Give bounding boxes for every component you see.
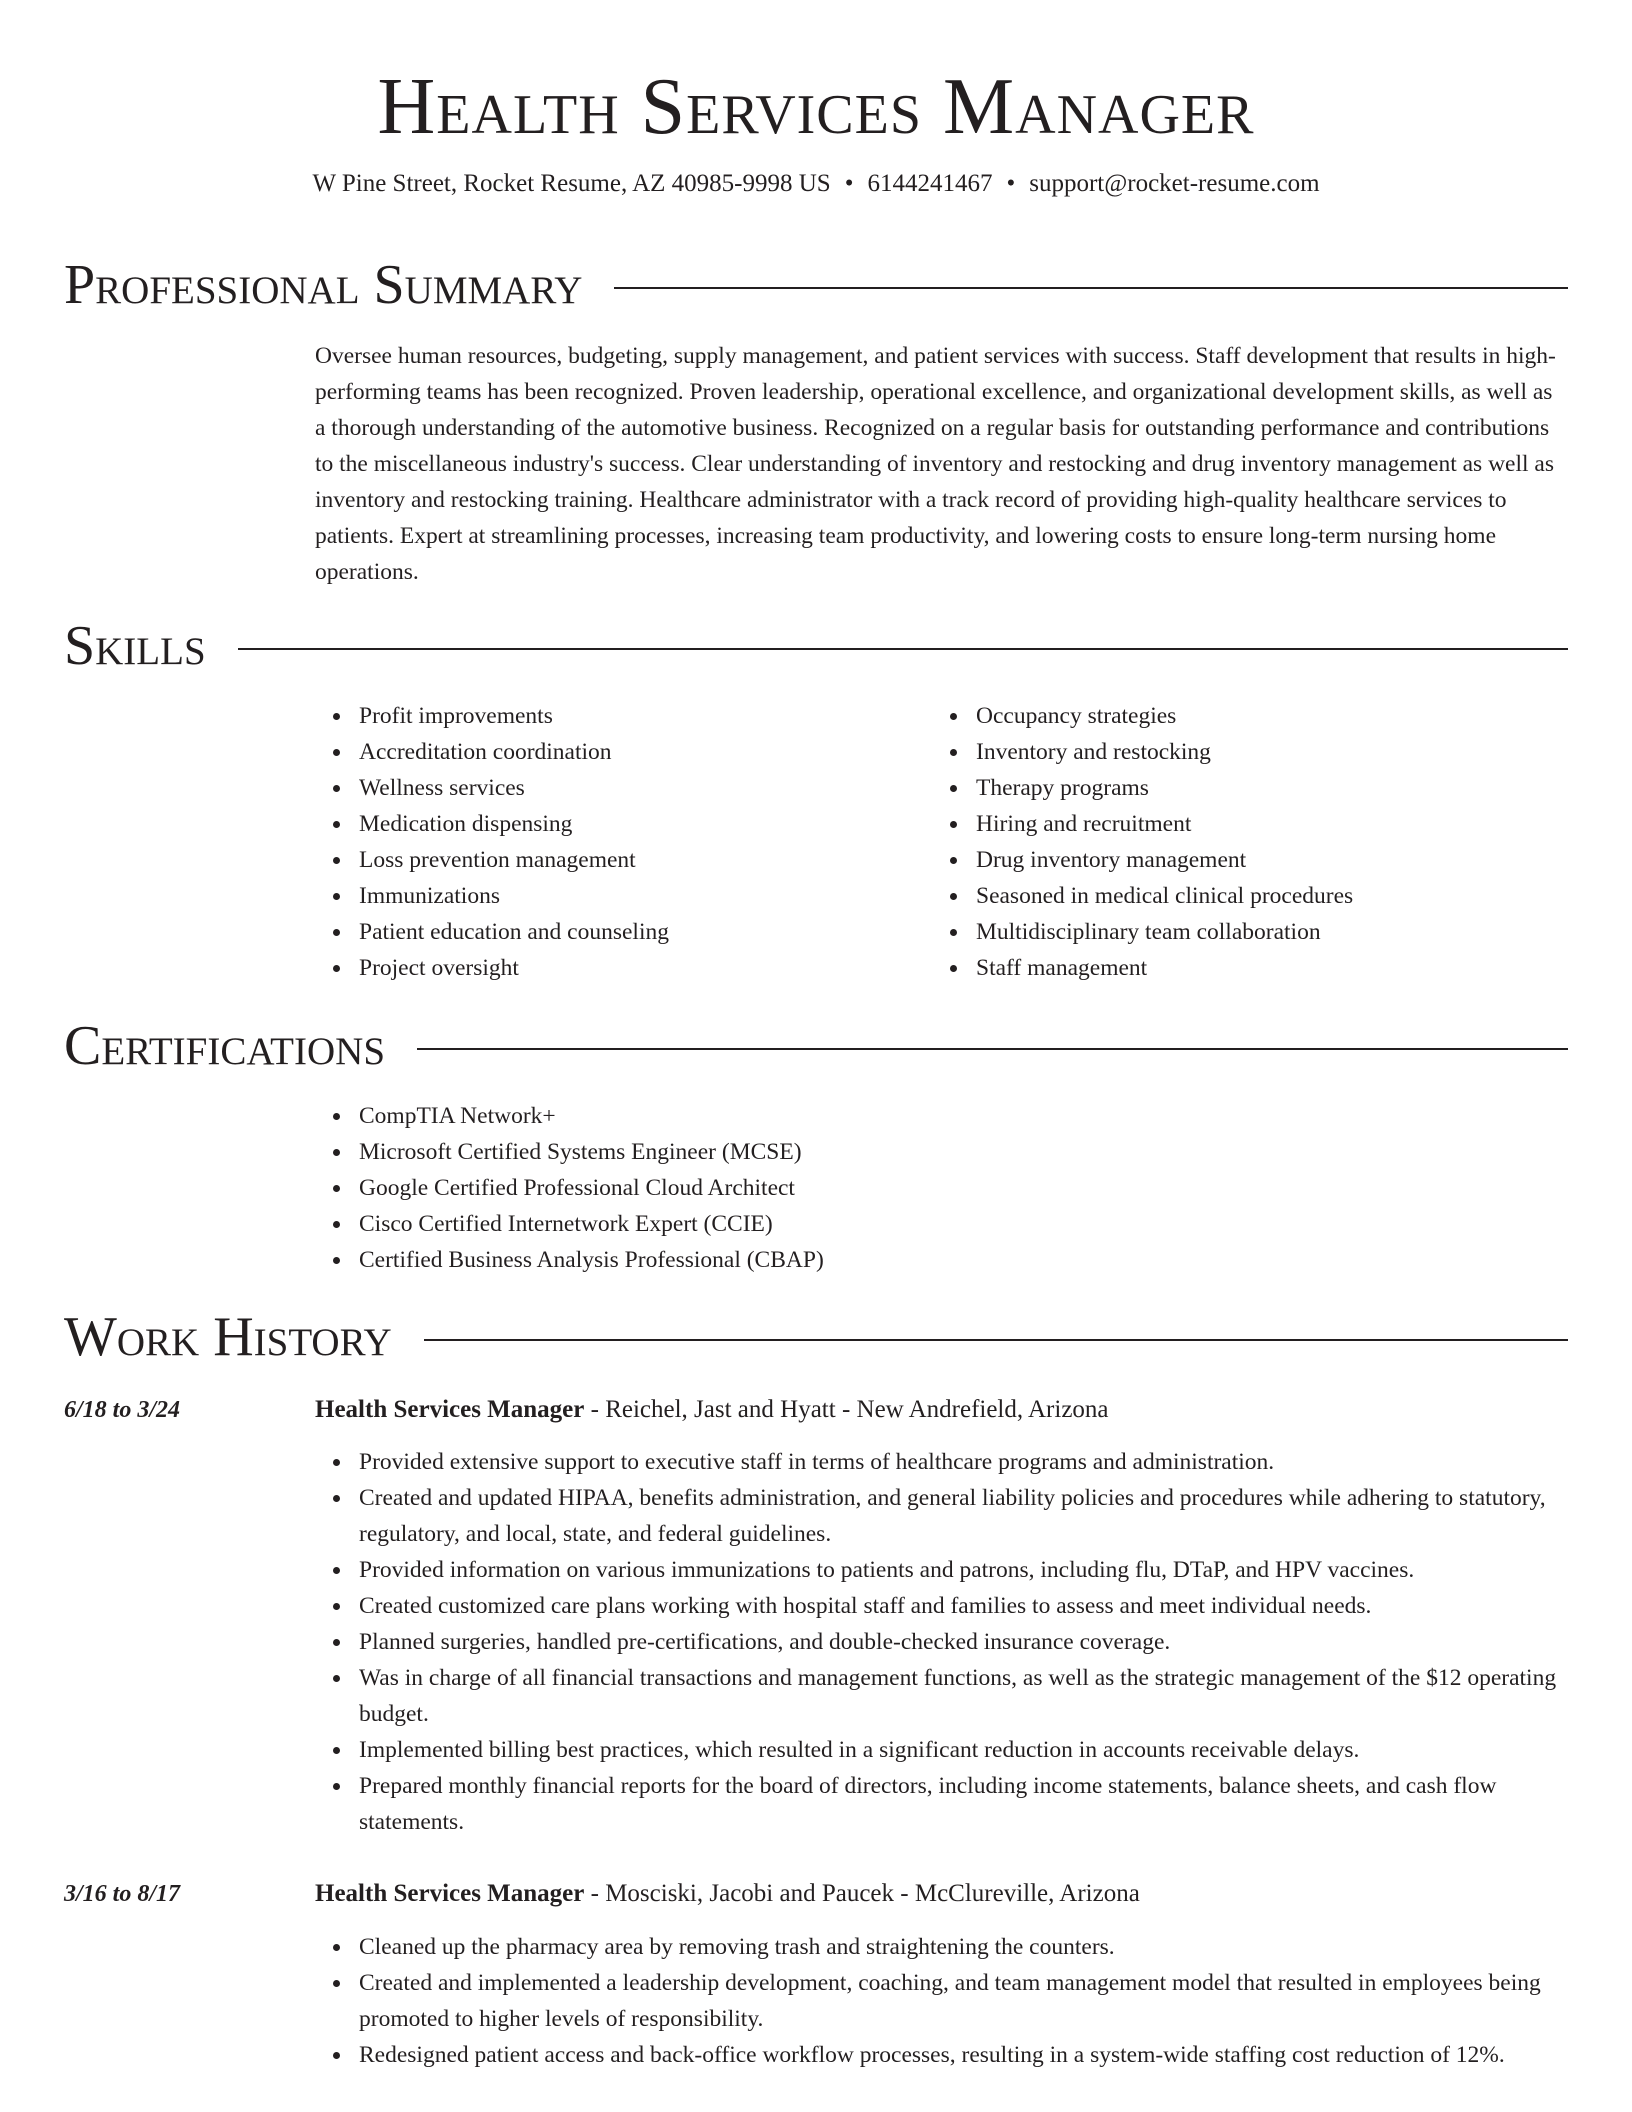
job-bullet: Planned surgeries, handled pre-certifications, and double-checked insurance coverage. [359, 1624, 1568, 1660]
skills-list-right [932, 698, 1549, 986]
skill-item: Loss prevention management [359, 842, 932, 878]
summary-section-header [64, 255, 1568, 315]
skill-item: Accreditation coordination [359, 734, 932, 770]
job-bullets [315, 1929, 1568, 2073]
resume-name: Health Services Manager [377, 63, 1255, 151]
job-bullet: Provided information on various immunizations to patients and patrons, including flu, DTaP, and HPV vaccines. [359, 1552, 1568, 1588]
section-divider [417, 1048, 1568, 1050]
summary-content [315, 338, 1568, 590]
section-divider [238, 648, 1568, 650]
skill-item: Occupancy strategies [976, 698, 1549, 734]
skills-column-left [315, 698, 932, 986]
contact-separator: • [844, 170, 854, 197]
job-title: Health Services Manager [315, 1396, 585, 1423]
section-title-certifications: Certifications [64, 1015, 386, 1077]
skill-item: Therapy programs [976, 770, 1549, 806]
skill-item: Staff management [976, 950, 1549, 986]
job-heading [315, 1392, 1568, 1428]
skill-item: Seasoned in medical clinical procedures [976, 878, 1549, 914]
work-history-section-header [64, 1307, 1568, 1367]
job-title: Health Services Manager [315, 1880, 585, 1907]
job-heading [315, 1876, 1568, 1912]
skills-content [315, 698, 1568, 986]
skill-item: Patient education and counseling [359, 914, 932, 950]
skill-item: Multidisciplinary team collaboration [976, 914, 1549, 950]
job-bullet: Created customized care plans working with hospital staff and families to assess and meet individual needs. [359, 1588, 1568, 1624]
section-title-skills: Skills [64, 615, 206, 677]
skills-list-left [315, 698, 932, 986]
job-employer: - Mosciski, Jacobi and Paucek - McClureville, Arizona [584, 1880, 1140, 1907]
job-bullet: Provided extensive support to executive staff in terms of healthcare programs and administration. [359, 1444, 1568, 1480]
certification-item: Cisco Certified Internetwork Expert (CCIE) [359, 1206, 1568, 1242]
job-bullet: Created and updated HIPAA, benefits administration, and general liability policies and procedures while adhering to statutory, regulatory, and local, state, and federal guidelines. [359, 1480, 1568, 1552]
skill-item: Hiring and recruitment [976, 806, 1549, 842]
job-bullet: Redesigned patient access and back-office workflow processes, resulting in a system-wide staffing cost reduction of 12%. [359, 2037, 1568, 2073]
certification-item: Certified Business Analysis Professional (CBAP) [359, 1242, 1568, 1278]
certification-item: Google Certified Professional Cloud Architect [359, 1170, 1568, 1206]
job-bullets [315, 1444, 1568, 1840]
contact-line [0, 168, 1632, 200]
section-divider [424, 1339, 1568, 1341]
job-bullet: Was in charge of all financial transactions and management functions, as well as the strategic management of the $12 operating budget. [359, 1660, 1568, 1732]
job-bullet-list [315, 1444, 1568, 1840]
certification-item: Microsoft Certified Systems Engineer (MCSE) [359, 1134, 1568, 1170]
skills-grid [315, 698, 1568, 986]
certifications-section-header [64, 1016, 1568, 1076]
job-bullet: Cleaned up the pharmacy area by removing trash and straightening the counters. [359, 1929, 1568, 1965]
skill-item: Medication dispensing [359, 806, 932, 842]
job-dates: 3/16 to 8/17 [64, 1881, 181, 1907]
contact-email[interactable]: support@rocket-resume.com [1029, 170, 1320, 197]
certifications-content [315, 1098, 1568, 1278]
job-dates: 6/18 to 3/24 [64, 1397, 181, 1423]
job-bullet-list [315, 1929, 1568, 2073]
job-bullet: Prepared monthly financial reports for the board of directors, including income statements, balance sheets, and cash flow statements. [359, 1768, 1568, 1840]
certifications-list [315, 1098, 1568, 1278]
section-title-work-history: Work History [64, 1306, 392, 1368]
skills-column-right [932, 698, 1549, 986]
skill-item: Immunizations [359, 878, 932, 914]
job-bullet: Implemented billing best practices, which resulted in a significant reduction in accounts receivable delays. [359, 1732, 1568, 1768]
skill-item: Project oversight [359, 950, 932, 986]
contact-separator: • [1006, 170, 1016, 197]
contact-phone: 6144241467 [867, 170, 993, 197]
contact-address: W Pine Street, Rocket Resume, AZ 40985-9998 US [312, 170, 831, 197]
skill-item: Wellness services [359, 770, 932, 806]
job-bullet: Created and implemented a leadership development, coaching, and team management model that resulted in employees being promoted to higher levels of responsibility. [359, 1965, 1568, 2037]
section-title-summary: Professional Summary [64, 254, 583, 316]
certification-item: CompTIA Network+ [359, 1098, 1568, 1134]
section-divider [614, 287, 1568, 289]
skill-item: Inventory and restocking [976, 734, 1549, 770]
skills-section-header [64, 616, 1568, 676]
job-employer: - Reichel, Jast and Hyatt - New Andrefield, Arizona [584, 1396, 1109, 1423]
skill-item: Profit improvements [359, 698, 932, 734]
summary-text: Oversee human resources, budgeting, supply management, and patient services with success. Staff development that results in high-performing teams has been recognized. Proven leadership, operational excellence, and organizational development skills, as well as a thorough understanding of the automotive business. Recognized on a regular basis for outstanding performance and contributions to the miscellaneous industry's success. Clear understanding of inventory and restocking and drug inventory management as well as inventory and restocking training. Healthcare administrator with a track record of providing high-quality healthcare services to patients. Expert at streamlining processes, increasing team productivity, and lowering costs to ensure long-term nursing home operations. [315, 343, 1556, 585]
skill-item: Drug inventory management [976, 842, 1549, 878]
